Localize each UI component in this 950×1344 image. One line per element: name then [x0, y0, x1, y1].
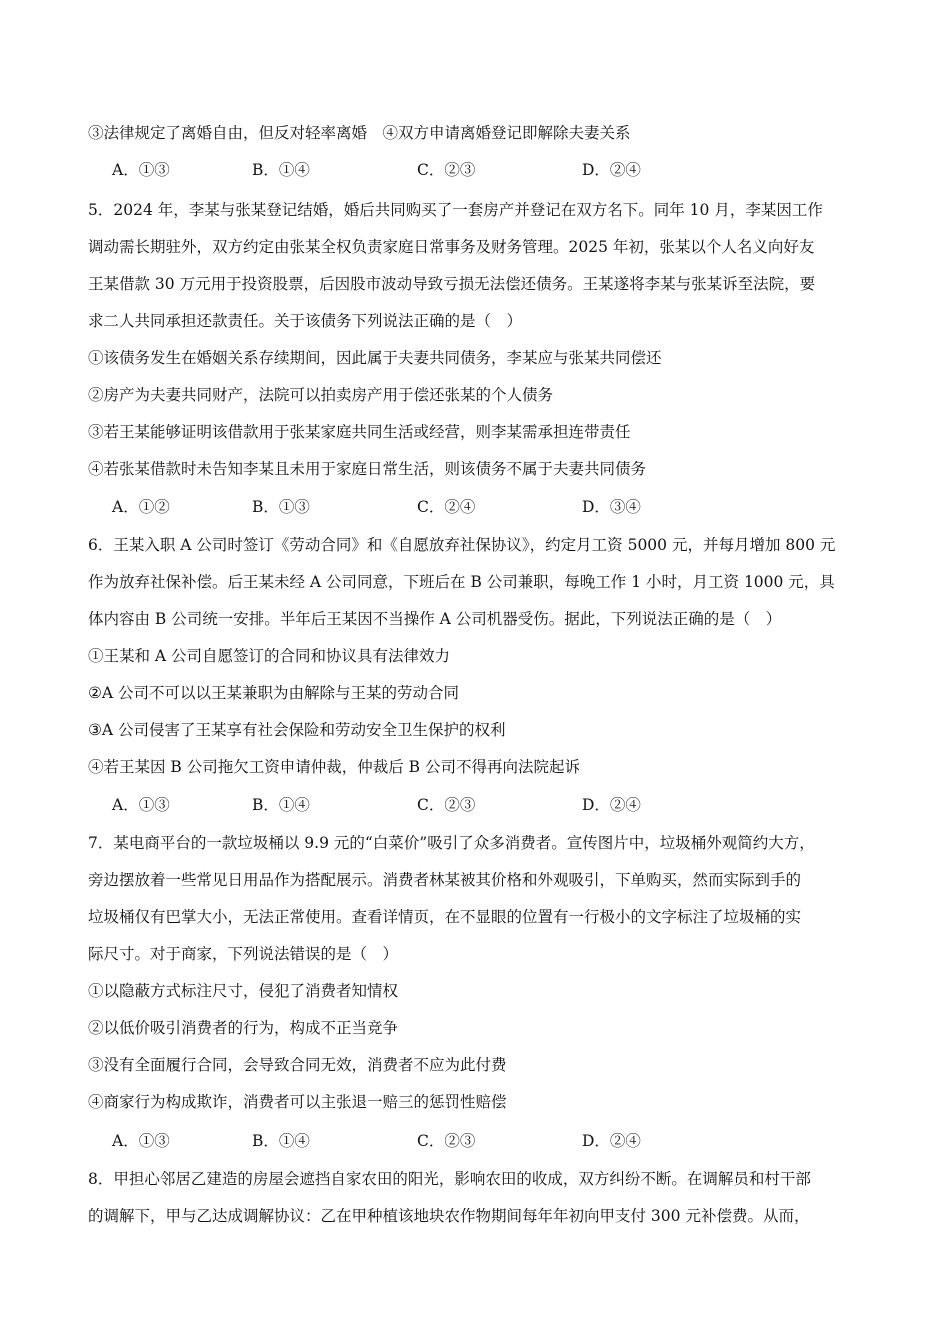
option-c: C．②④: [417, 498, 476, 516]
option-d: D．②④: [582, 161, 641, 179]
q6-statement: ④若王某因 B 公司拖欠工资申请仲裁，仲裁后 B 公司不得再向法院起诉: [88, 758, 580, 776]
answer-options-q7: [112, 1130, 812, 1152]
q5-statement: ①该债务发生在婚姻关系存续期间，因此属于夫妻共同债务，李某应与张某共同偿还: [88, 349, 662, 367]
option-c: C．②③: [417, 796, 476, 814]
q6-text-line: 6．王某入职 A 公司时签订《劳动合同》和《自愿放弃社保协议》，约定月工资 5000 元，并每月增加 800 元: [88, 536, 836, 554]
q7-statement: ④商家行为构成欺诈，消费者可以主张退一赔三的惩罚性赔偿: [88, 1093, 507, 1111]
q6-statement: ③A 公司侵害了王某享有社会保险和劳动安全卫生保护的权利: [88, 721, 506, 739]
answer-options-q6: [112, 794, 812, 816]
q7-text-line: 际尺寸。对于商家，下列说法错误的是（ ）: [88, 945, 399, 963]
q8-text-line: 8．甲担心邻居乙建造的房屋会遮挡自家农田的阳光，影响农田的收成，双方纠纷不断。在调解员和村干部: [88, 1170, 811, 1188]
q6-text-line: 体内容由 B 公司统一安排。半年后王某因不当操作 A 公司机器受伤。据此，下列说法正确的是（ ）: [88, 610, 782, 628]
q7-text-line: 7．某电商平台的一款垃圾桶以 9.9 元的“白菜价”吸引了众多消费者。宣传图片中，垃圾桶外观简约大方，: [88, 834, 815, 852]
q7-text-line: 旁边摆放着一些常见日用品作为搭配展示。消费者林某被其价格和外观吸引，下单购买，然而实际到手的: [88, 871, 802, 889]
q5-text-line: 5．2024 年，李某与张某登记结婚，婚后共同购买了一套房产并登记在双方名下。同年 10 月，李某因工作: [88, 201, 823, 219]
option-a: A．①③: [112, 1132, 170, 1150]
option-b: B．①③: [252, 498, 310, 516]
q7-text-line: 垃圾桶仅有巴掌大小，无法正常使用。查看详情页，在不显眼的位置有一行极小的文字标注了垃圾桶的实: [88, 908, 802, 926]
option-c: C．②③: [417, 161, 476, 179]
q5-statement: ④若张某借款时未告知李某且未用于家庭日常生活，则该债务不属于夫妻共同债务: [88, 460, 647, 478]
answer-options-q5: [112, 496, 812, 518]
q6-text-line: 作为放弃社保补偿。后王某未经 A 公司同意，下班后在 B 公司兼职，每晚工作 1 小时，月工资 1000 元，具: [88, 573, 835, 591]
option-d: D．②④: [582, 1132, 641, 1150]
option-b: B．①④: [252, 1132, 310, 1150]
option-a: A．①②: [112, 498, 170, 516]
option-a: A．①③: [112, 796, 170, 814]
q5-text-line: 调动需长期驻外，双方约定由张某全权负责家庭日常事务及财务管理。2025 年初，张某以个人名义向好友: [88, 238, 815, 256]
answer-options-q4: [112, 159, 812, 181]
q5-text-line: 王某借款 30 万元用于投资股票，后因股市波动导致亏损无法偿还债务。王某遂将李某与张某诉至法院，要: [88, 275, 816, 293]
option-b: B．①④: [252, 796, 310, 814]
q7-statement: ②以低价吸引消费者的行为，构成不正当竞争: [88, 1019, 399, 1037]
option-a: A．①③: [112, 161, 170, 179]
option-d: D．③④: [582, 498, 641, 516]
q5-statement: ③若王某能够证明该借款用于张某家庭共同生活或经营，则李某需承担连带责任: [88, 423, 631, 441]
q7-statement: ③没有全面履行合同，会导致合同无效，消费者不应为此付费: [88, 1056, 507, 1074]
q8-text-line: 的调解下，甲与乙达成调解协议：乙在甲种植该地块农作物期间每年年初向甲支付 300 元补偿费。从而，: [88, 1207, 810, 1225]
statement-3-4: ③法律规定了离婚自由，但反对轻率离婚 ④双方申请离婚登记即解除夫妻关系: [88, 124, 631, 142]
q7-statement: ①以隐蔽方式标注尺寸，侵犯了消费者知情权: [88, 982, 399, 1000]
q6-statement: ②A 公司不可以以王某兼职为由解除与王某的劳动合同: [88, 684, 460, 702]
option-d: D．②④: [582, 796, 641, 814]
q6-statement: ①王某和 A 公司自愿签订的合同和协议具有法律效力: [88, 647, 451, 665]
option-b: B．①④: [252, 161, 310, 179]
q5-text-line: 求二人共同承担还款责任。关于该债务下列说法正确的是（ ）: [88, 312, 523, 330]
q5-statement: ②房产为夫妻共同财产，法院可以拍卖房产用于偿还张某的个人债务: [88, 386, 554, 404]
option-c: C．②③: [417, 1132, 476, 1150]
